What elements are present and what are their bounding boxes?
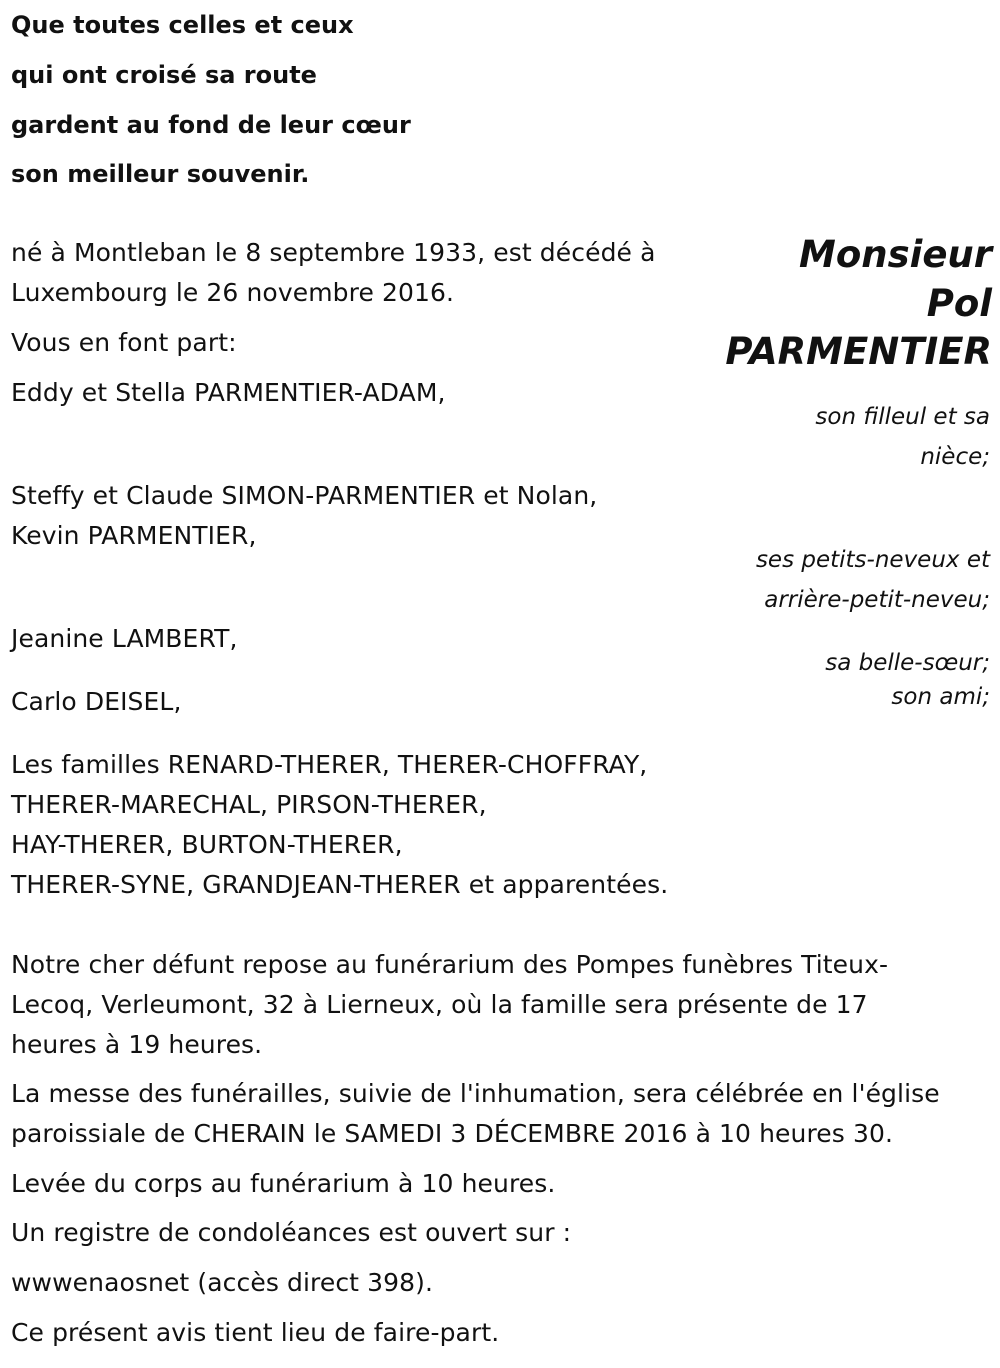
poem-line-1: Que toutes celles et ceux <box>11 11 354 39</box>
poem-line-4: son meilleur souvenir. <box>11 160 310 188</box>
poem-line-2: qui ont croisé sa route <box>11 61 317 89</box>
family-relation: ses petits-neveux et <box>755 547 990 573</box>
repose-line-3: heures à 19 heures. <box>11 1030 263 1059</box>
family-relation: nièce; <box>920 444 990 470</box>
family-names: Steffy et Claude SIMON-PARMENTIER et Nolan, <box>11 481 598 510</box>
families-line-3: HAY-THERER, BURTON-THERER, <box>11 830 403 859</box>
family-names: Eddy et Stella PARMENTIER-ADAM, <box>11 378 446 407</box>
family-names: Kevin PARMENTIER, <box>11 521 257 550</box>
family-relation: arrière-petit-neveu; <box>764 587 990 613</box>
family-relation: son ami; <box>891 684 990 710</box>
family-relation: son filleul et sa <box>815 404 990 430</box>
announce-text: Vous en font part: <box>11 328 237 357</box>
messe-line-2: paroissiale de CHERAIN le SAMEDI 3 DÉCEMBRE 2016 à 10 heures 30. <box>11 1119 894 1148</box>
poem-line-3: gardent au fond de leur cœur <box>11 111 411 139</box>
levee-text: Levée du corps au funérarium à 10 heures. <box>11 1169 556 1198</box>
families-line-4: THERER-SYNE, GRANDJEAN-THERER et apparentées. <box>11 870 669 899</box>
faire-part-text: Ce présent avis tient lieu de faire-part. <box>11 1318 500 1347</box>
family-names: Jeanine LAMBERT, <box>11 624 238 653</box>
website-link[interactable]: wwwenaosnet (accès direct 398). <box>11 1268 434 1297</box>
intro-line-1: né à Montleban le 8 septembre 1933, est décédé à <box>11 238 656 267</box>
families-line-1: Les familles RENARD-THERER, THERER-CHOFFRAY, <box>11 750 648 779</box>
intro-line-2: Luxembourg le 26 novembre 2016. <box>11 278 455 307</box>
deceased-last-name: PARMENTIER <box>725 330 992 373</box>
families-line-2: THERER-MARECHAL, PIRSON-THERER, <box>11 790 487 819</box>
repose-line-1: Notre cher défunt repose au funérarium des Pompes funèbres Titeux- <box>11 950 889 979</box>
family-names: Carlo DEISEL, <box>11 687 182 716</box>
repose-line-2: Lecoq, Verleumont, 32 à Lierneux, où la famille sera présente de 17 <box>11 990 868 1019</box>
family-relation: sa belle-sœur; <box>825 650 990 676</box>
registre-text: Un registre de condoléances est ouvert sur : <box>11 1218 572 1247</box>
messe-line-1: La messe des funérailles, suivie de l'inhumation, sera célébrée en l'église <box>11 1079 940 1108</box>
deceased-title: Monsieur <box>799 233 992 276</box>
deceased-first-name: Pol <box>926 282 992 325</box>
